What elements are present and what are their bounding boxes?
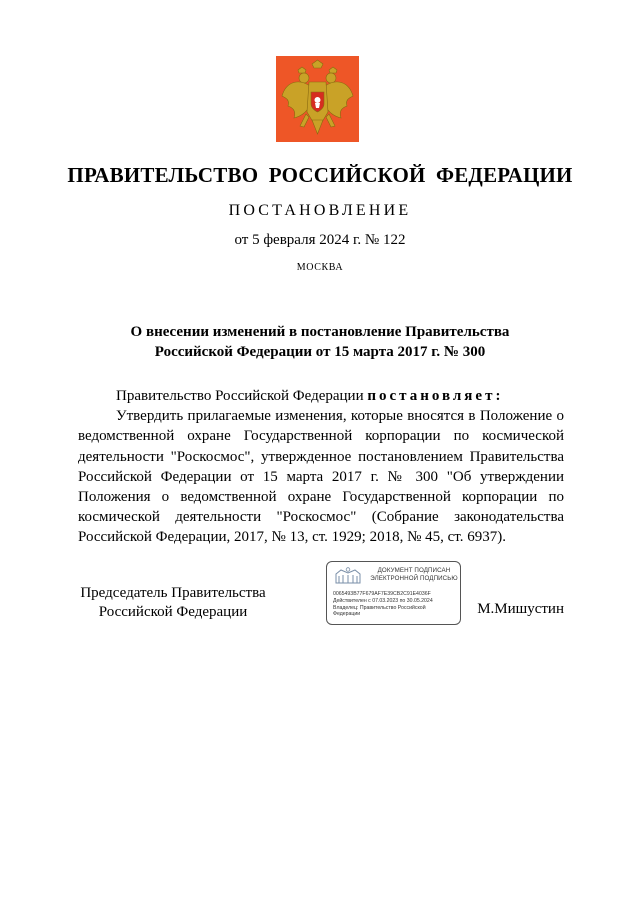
signer-position-line-2: Российской Федерации xyxy=(98,604,248,620)
document-date-number: от 5 февраля 2024 г. № 122 xyxy=(234,232,406,248)
document-city: МОСКВА xyxy=(296,262,344,273)
signer-name: М.Мишустин xyxy=(477,601,564,617)
decree-word: постановляет: xyxy=(367,388,504,404)
decree-intro: Правительство Российской Федерации xyxy=(116,388,368,404)
document-body xyxy=(78,386,564,548)
stamp-certificate: 0065493B77F679AF7E39CB2C91E4036F xyxy=(333,591,431,597)
government-title: ПРАВИТЕЛЬСТВО РОССИЙСКОЙ ФЕДЕРАЦИИ xyxy=(67,163,573,187)
stamp-header xyxy=(369,567,459,583)
russian-coat-of-arms-icon xyxy=(276,56,359,142)
signer-position-line-1: Председатель Правительства xyxy=(80,585,266,601)
signer-position xyxy=(78,584,268,622)
stamp-header-line-2: ЭЛЕКТРОННОЙ ПОДПИСЬЮ xyxy=(370,575,458,582)
main-paragraph: Утвердить прилагаемые изменения, которые вносятся в Положение о ведомственной охране Государственной корпорации по космической деятельности "Роскосмос", утвержденное постановлением Правительства Российской Федерации от 15 марта 2017 г. № 300 "Об утверждении Положения о ведомственной охране Государственной корпорации по космической деятельности "Роскосмос" (Собрание законодательства Российской Федерации, 2017, № 13, ст. 1929; 2018, № 45, ст. 6937). xyxy=(78,408,564,546)
subject-line-2: Российской Федерации от 15 марта 2017 г. № 300 xyxy=(154,344,486,360)
stamp-header-line-1: ДОКУМЕНТ ПОДПИСАН xyxy=(377,567,451,574)
electronic-signature-stamp xyxy=(326,561,461,625)
stamp-owner-line-2: Федерации xyxy=(333,611,361,617)
emblem-outline-icon xyxy=(333,566,363,586)
document-type: ПОСТАНОВЛЕНИЕ xyxy=(228,202,412,219)
stamp-validity: Действителен с 07.03.2023 по 30.05.2024 xyxy=(333,598,433,604)
subject-line-1: О внесении изменений в постановление Правительства xyxy=(130,324,510,340)
stamp-owner-line-1: Владелец: Правительство Российской xyxy=(333,605,426,611)
document-subject xyxy=(0,322,640,362)
decree-intro-paragraph xyxy=(78,386,564,406)
